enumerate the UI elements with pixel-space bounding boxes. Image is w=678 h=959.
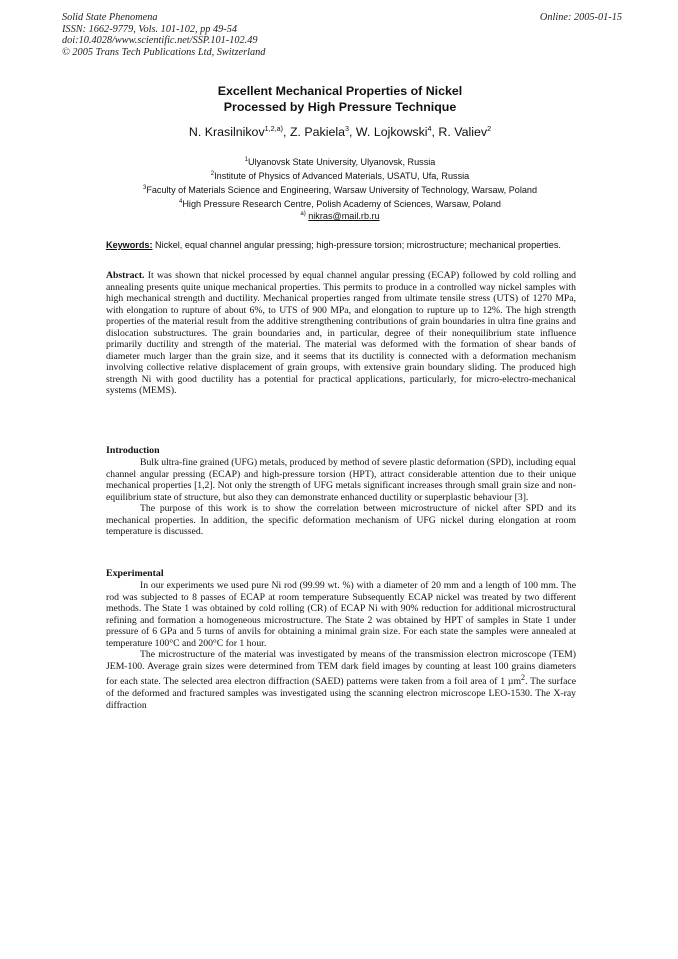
affil-text: High Pressure Research Centre, Polish Academy of Sciences, Warsaw, Poland [182,199,501,210]
contact-email [60,211,620,221]
paragraph-text: . The surface of the deformed and fractured samples was investigated using the scanning electron microscope LEO-1530. The X-ray diffraction [106,676,576,711]
email-link[interactable]: nikras@mail.rb.ru [308,211,380,222]
experimental-heading: Experimental [106,568,164,579]
author-name: N. Krasilnikov [188,125,265,140]
email-mark: a) [300,211,306,217]
affil-mark: 1 [244,157,248,163]
author-list: N. Krasilnikov$^{1,2,a)}$, Z. Pakiela$^3$, W. Lojkowski$^4$, R. Valiev$^2$ [188,124,492,140]
affiliation [60,154,620,168]
keywords-label: Keywords: [106,240,153,250]
introduction-body [106,457,576,538]
affil-mark: 3 [142,185,147,192]
affil-mark: 2 [210,171,215,178]
paper-title [60,84,620,115]
author-affil-mark: 4 [427,124,432,133]
journal-header [62,12,622,58]
author-name: R. Valiev [438,125,488,140]
affil-text: Ulyanovsk State University, Ulyanovsk, Russia [248,157,436,168]
paragraph: In our experiments we used pure Ni rod (99.99 wt. %) with a diameter of 20 mm and a length of 100 mm. The rod was subjected to 8 passes of ECAP at room temperature Subsequently ECAP nickel was treated by two different methods. The State 1 was obtained by cold rolling (CR) of ECAP Ni with 90% reduction for additional microstructural refining and formation a homogeneous microstructure. The State 2 was obtained by HPT of samples in State 1 under pressure of 6 GPa and 5 turns of anvils for obtaining a minimal grain size. For each state the samples were annealed at temperature 100°C and 200°C for 1 hour. [106,580,576,649]
journal-name: Solid State Phenomena [62,12,158,23]
affiliation [60,182,620,196]
copyright-line: © 2005 Trans Tech Publications Ltd, Switzerland [62,46,266,58]
affiliation [60,196,620,210]
doi-line: doi:10.4028/www.scientific.net/SSP.101-102.49 [62,35,258,47]
author-name: W. Lojkowski [355,125,428,140]
paragraph: Bulk ultra-fine grained (UFG) metals, produced by method of severe plastic deformation (SPD), including equal channel angular pressing (ECAP) and high-pressure torsion (HPT), attract considerable attention due to their unique mechanical properties [1,2]. Not only the strength of UFG metals significant increases through small grain size and non-equilibrium state of structure, but also they can demonstrate enhanced ductility or superplastic behaviour [3]. [106,457,576,503]
abstract-label: Abstract. [106,270,145,281]
paragraph [106,649,576,711]
keywords-text: Nickel, equal channel angular pressing; high-pressure torsion; microstructure; mechanical properties. [155,240,561,250]
author-name: Z. Pakiela [289,125,346,140]
author-affil-mark: 2 [487,124,492,133]
online-date: Online: 2005-01-15 [539,12,622,23]
abstract-block [106,270,576,397]
affil-text: Faculty of Materials Science and Engineering, Warsaw University of Technology, Warsaw, Poland [146,185,538,196]
issn-line: ISSN: 1662-9779, Vols. 101-102, pp 49-54 [62,23,238,35]
author-affil-mark: 3 [345,124,350,133]
affil-text: Institute of Physics of Advanced Materials, USATU, Ufa, Russia [214,171,470,182]
paragraph: The purpose of this work is to show the correlation between microstructure of nickel after SPD and its mechanical properties. In addition, the specific deformation mechanism of UFG nickel during elongation at room temperature is discussed. [106,503,576,538]
title-line-1: Excellent Mechanical Properties of Nickel [217,84,463,98]
title-line-2: Processed by High Pressure Technique [223,99,457,114]
author-affil-mark: 1,2,a) [264,124,284,133]
affil-mark: 4 [179,199,183,206]
introduction-heading: Introduction [106,445,160,456]
experimental-body [106,580,576,711]
keywords-block [106,240,576,252]
affiliation-list [60,154,620,211]
abstract-text: It was shown that nickel processed by equal channel angular pressing (ECAP) followed by cold rolling and annealing presents quite unique mechanical properties. This permits to produce in a controlled way nickel samples with high mechanical strength and ductility. Mechanical properties ranged from ultimate tensile stress (UTS) of 1270 MPa, with elongation to rupture of about 6%, to UTS of 900 MPa, and elongation to rupture up to 12%. The high strength properties of the material result from the additive strengthening contributions of grain boundaries in ultra fine grains and dislocation substructures. The grain boundaries and, in particular, degree of their nonequilibrium state influence primarily ductility and strength of the material. The material was deformed with the formation of shear bands of diameter much larger than the grain size, and it seems that its ductility is connected with a deformation mechanism involving collective relative displacement of grain groups, with extensive grain boundary sliding. The produced high strength Ni with good ductility has a potential for practical applications, particularly, for micro-electro-mechanical systems (MEMS). [106,270,577,397]
paragraph-text: The microstructure of the material was investigated by means of the transmission electron microscope (TEM) JEM-100. Average grain sizes were determined from TEM dark field images by counting at least 100 grains diameters for each state. The selected area electron diffraction (SAED) patterns were taken from a foil area of 1 µm [106,649,576,688]
affiliation [60,168,620,182]
unit-superscript: 2 [521,673,526,683]
